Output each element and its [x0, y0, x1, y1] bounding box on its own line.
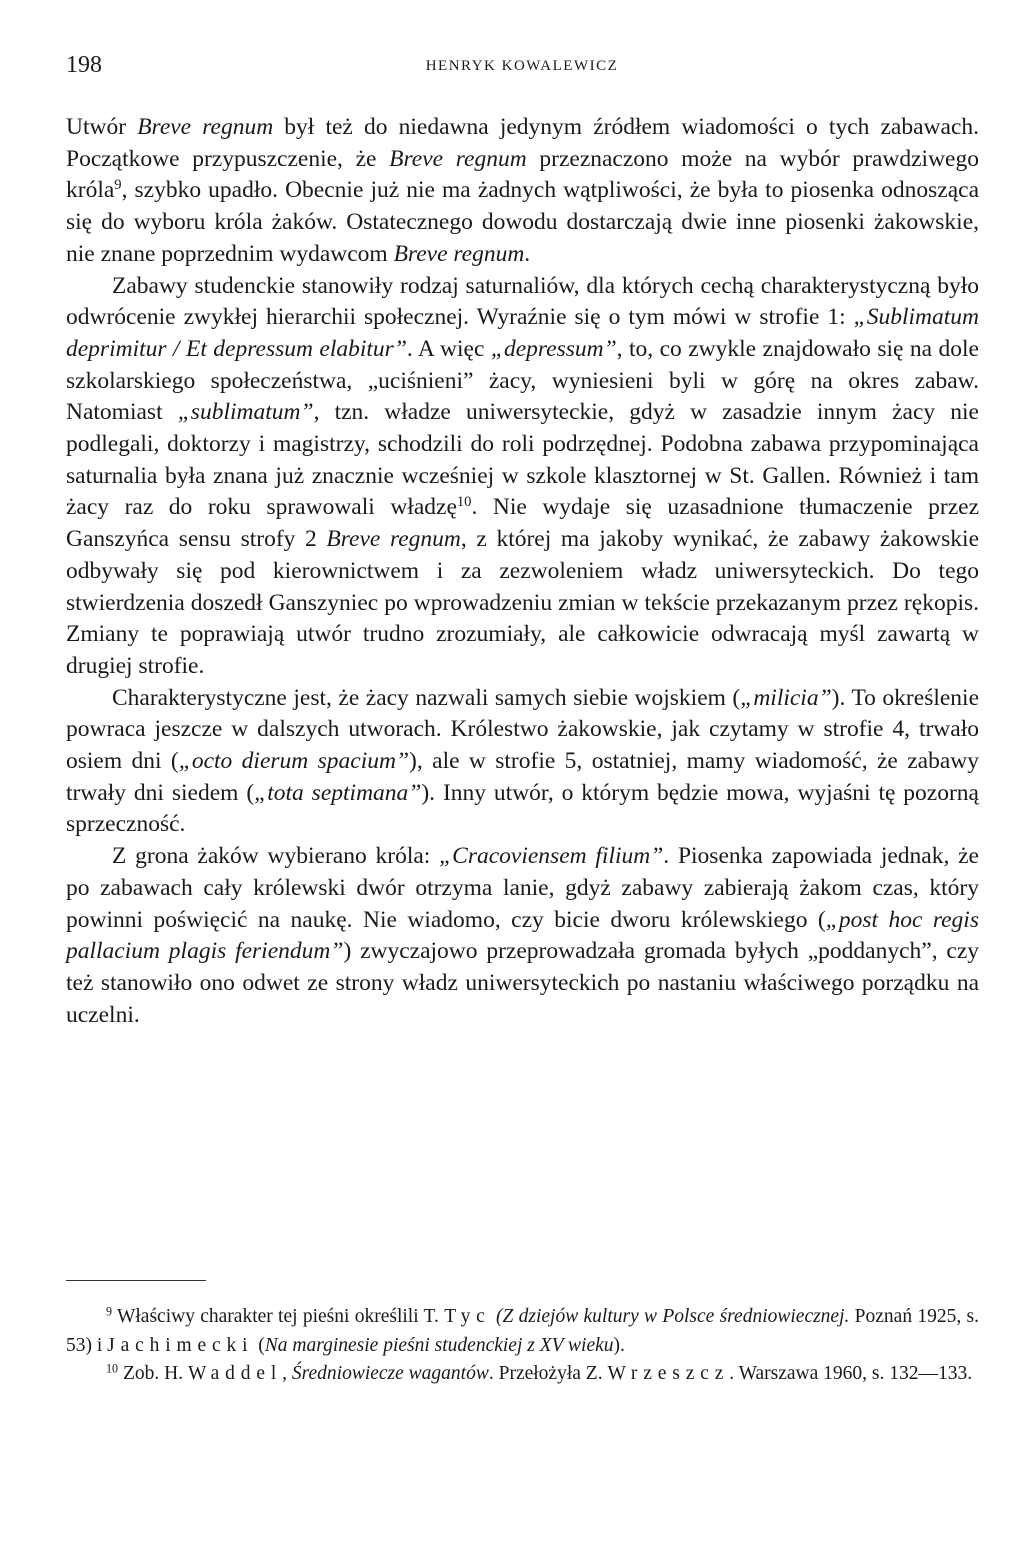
footnote-ref-10[interactable]: 10	[456, 494, 472, 511]
footnote-9: $^9$ Właściwy charakter tej pieśni określili T. Tyc (Z dziejów kultury w Polsce średniowiecznej. Poznań 1925, s. 53) i Jachimecki (Na marginesie pieśni studenckiej z XV wieku).	[66, 1304, 980, 1356]
paragraph-2: Zabawy studenckie stanowiły rodzaj saturnaliów, dla których cechą charakterystyczną było odwrócenie zwykłej hierarchii społecznej. Wyraźnie się o tym mówi w strofie 1: „Sublimatum deprimitur / Et depressum elabitur”. A więc „depressum”, to, co zwykle znajdowało się na dole szkolarskiego społeczeństwa, „uciśnieni” żacy, wyniesieni byli w górę na okres zabaw. Natomiast „sublimatum”, tzn. władze uniwersyteckie, gdyż w zasadzie innym żacy nie podlegali, doktorzy i magistrzy, schodzili do roli podrzędnej. Podobna zabawa przypominająca saturnalia była znana już znacznie wcześniej w szkole klasztornej w St. Gallen. Również i tam żacy raz do roku sprawowali władzę$^{10}$. Nie wydaje się uzasadnione tłumaczenie przez Ganszyńca sensu strofy 2 Breve regnum, z której ma jakoby wynikać, że zabawy żakowskie odbywały się pod kierownictwem i za zezwoleniem władz uniwersyteckich. Do tego stwierdzenia doszedł Ganszyniec po wprowadzeniu zmian w tekście przekazanym przez rękopis. Zmiany te poprawiają utwór trudno zrozumiały, ale całkowicie odwracają myśl zawartą w drugiej strofie.	[66, 272, 980, 679]
footnote-marker: 10	[106, 1361, 119, 1376]
footnote-divider	[66, 1280, 206, 1281]
paragraph-1: Utwór Breve regnum był też do niedawna jedynym źródłem wiadomości o tych zabawach. Początkowe przypuszczenie, że Breve regnum przeznaczono może na wybór prawdziwego króla$^9$, szybko upadło. Obecnie już nie ma żadnych wątpliwości, że była to piosenka odnosząca się do wyboru króla żaków. Ostatecznego dowodu dostarczają dwie inne piosenki żakowskie, nie znane poprzednim wydawcom Breve regnum.	[66, 114, 980, 267]
page-number: 198	[66, 52, 102, 78]
body-text	[66, 112, 979, 1031]
paragraph-3: Charakterystyczne jest, że żacy nazwali samych siebie wojskiem („milicia”). To określenie powraca jeszcze w dalszych utworach. Królestwo żakowskie, jak czytamy w strofie 4, trwało osiem dni („octo dierum spacium”), ale w strofie 5, ostatniej, mamy wiadomość, że zabawy trwały dni siedem („tota septimana”). Inny utwór, o którym będzie mowa, wyjaśni tę pozorną sprzeczność.	[66, 684, 980, 838]
footnotes	[66, 1303, 979, 1389]
running-head: HENRYK KOWALEWICZ	[425, 58, 619, 74]
footnote-marker: 9	[106, 1304, 113, 1319]
footnote-10: $^{10}$ Zob. H. Waddel, Średniowiecze wagantów. Przełożyła Z. Wrzeszcz. Warszawa 1960, s. 132—133.	[106, 1361, 973, 1384]
paragraph-4: Z grona żaków wybierano króla: „Cracoviensem filium”. Piosenka zapowiada jednak, że po zabawach cały królewski dwór otrzyma lanie, gdyż zabawy zabierają żakom czas, który powinni poświęcić na naukę. Nie wiadomo, czy bicie dworu królewskiego („post hoc regis pallacium plagis feriendum”) zwyczajowo przeprowadzała gromada byłych „poddanych”, czy też stanowiło ono odwet ze strony władz uniwersyteckich po nastaniu właściwego porządku na uczelni.	[66, 843, 979, 1028]
footnote-ref-9[interactable]: 9	[114, 177, 122, 194]
page-header	[66, 52, 978, 86]
